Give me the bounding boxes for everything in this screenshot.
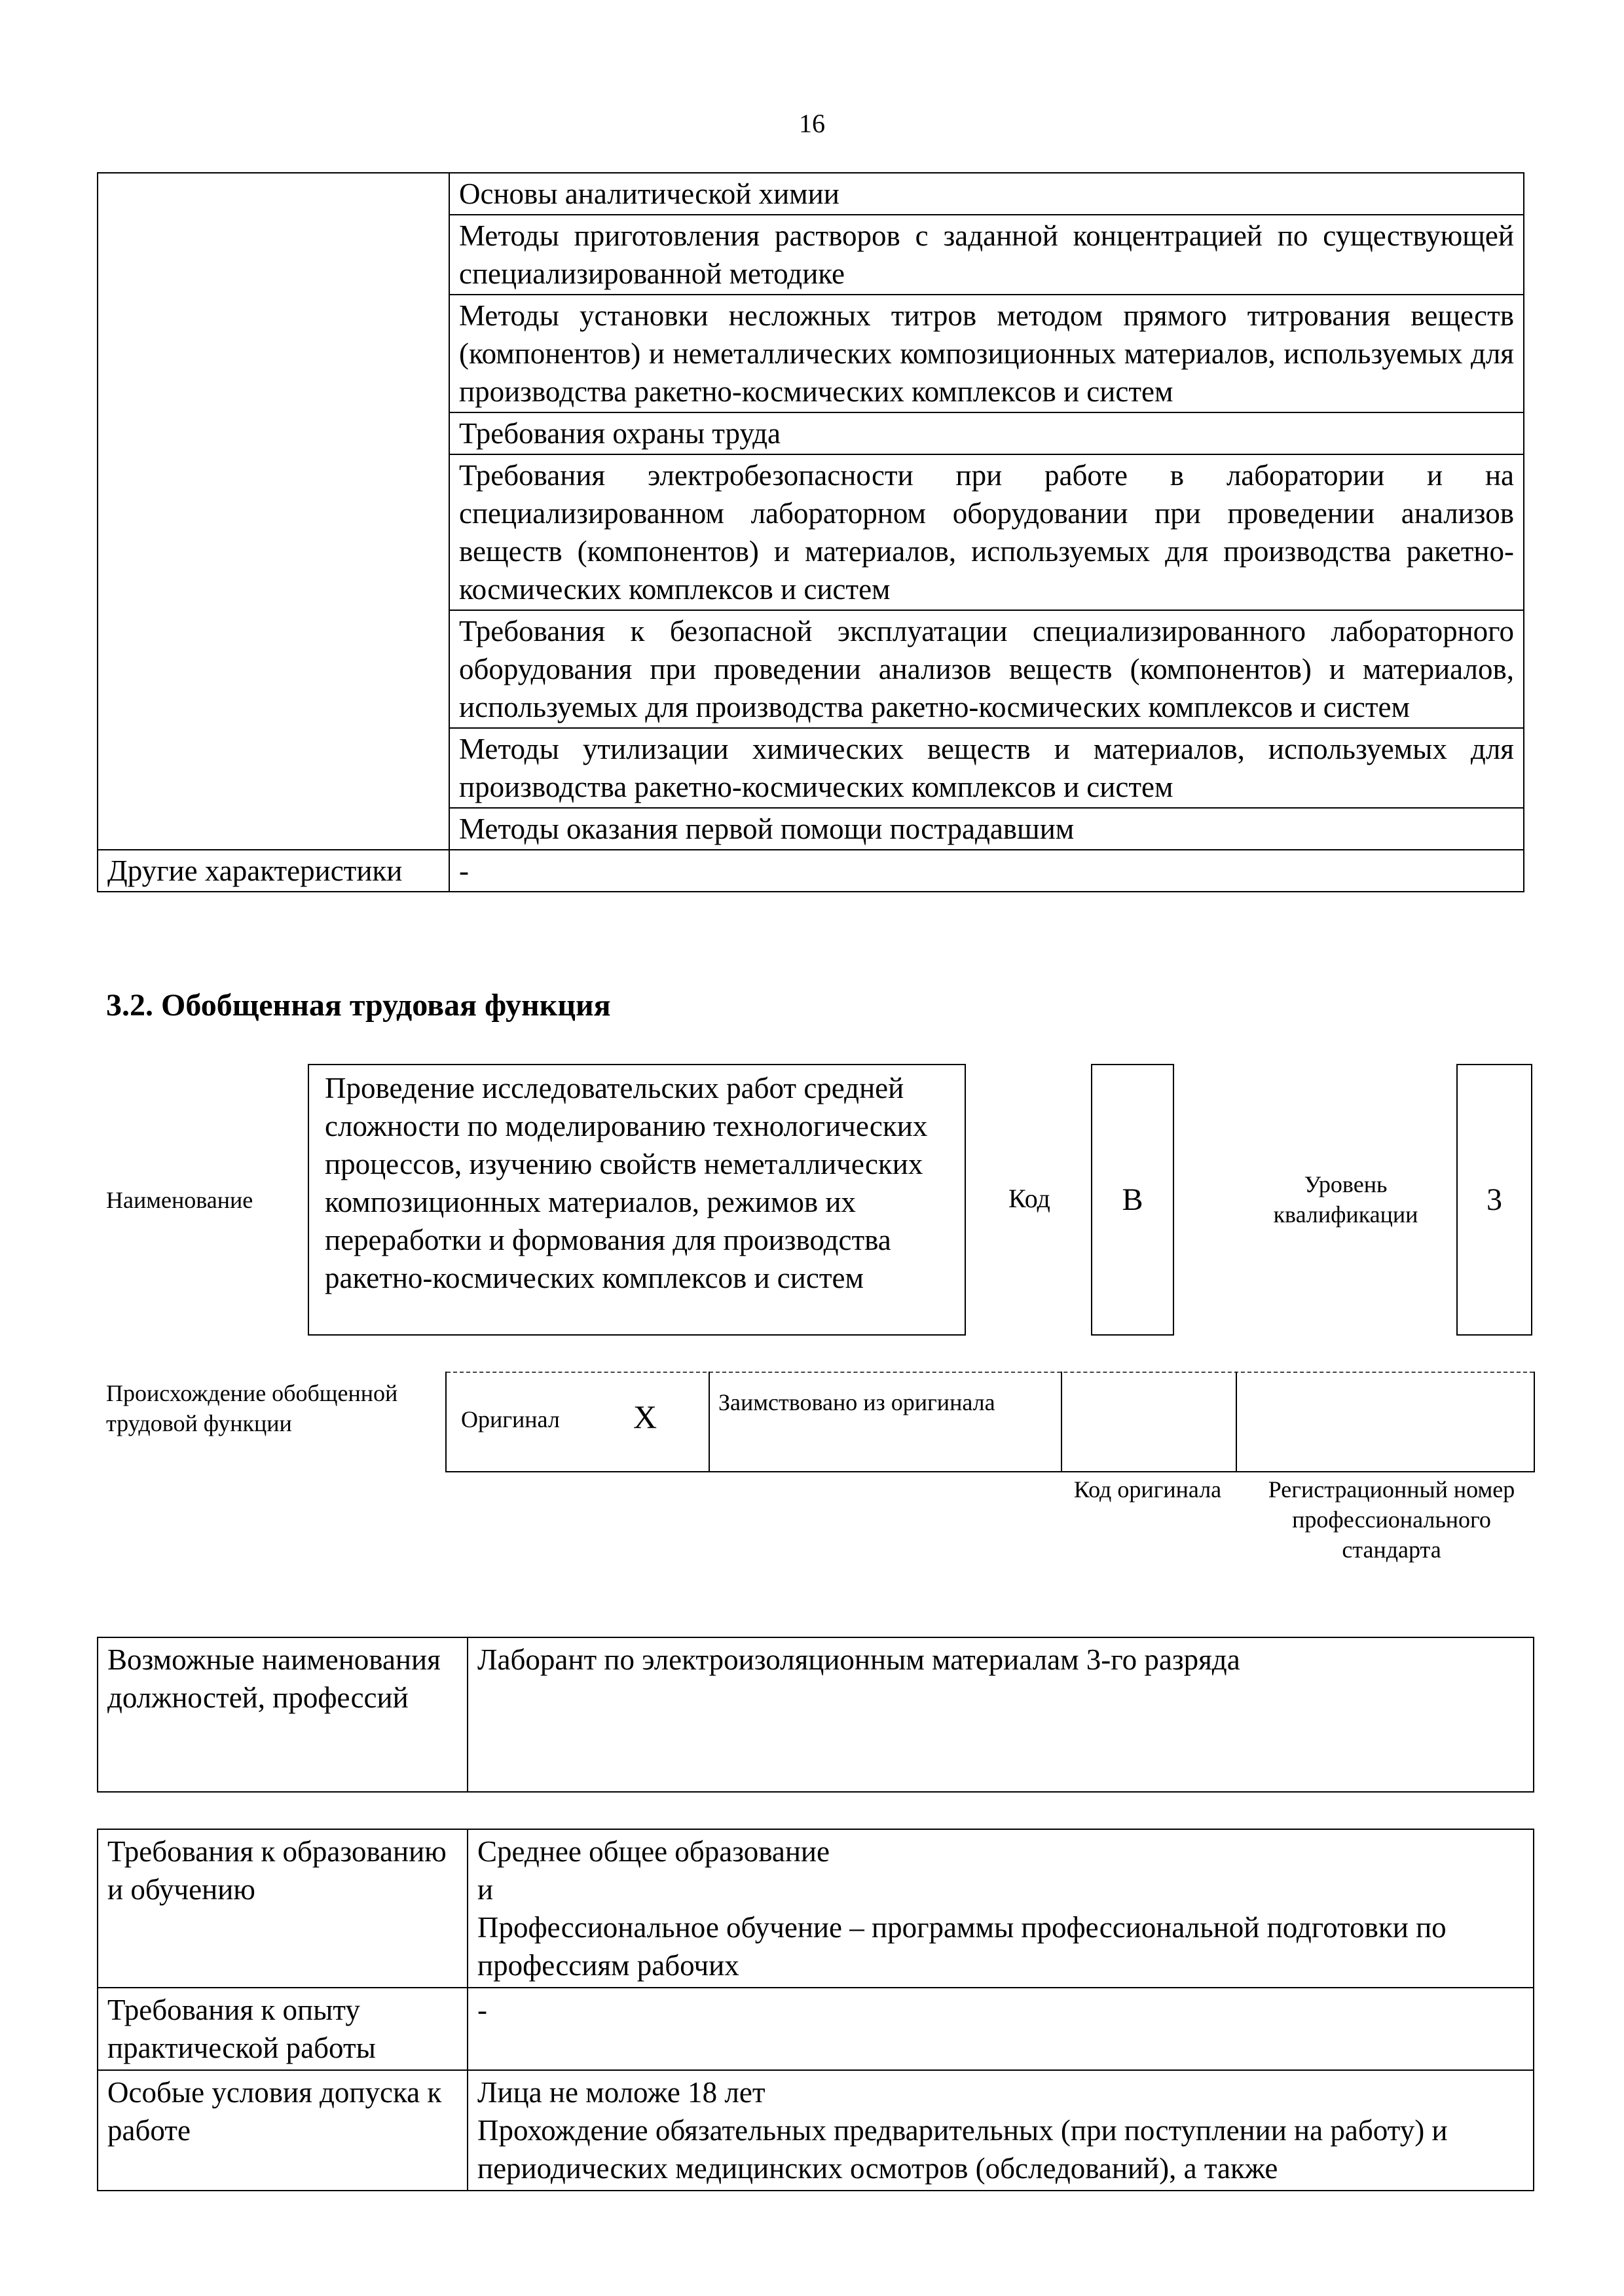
special-conditions-value	[468, 2070, 1534, 2191]
original-label: Оригинал	[461, 1406, 560, 1432]
special-line: Прохождение обязательных предварительных (при поступлении на работу) и периодических медицинских осмотров (обследований), а также	[477, 2114, 1448, 2185]
divider	[1236, 1372, 1237, 1471]
experience-value: -	[468, 1988, 1534, 2070]
origin-row	[445, 1372, 1535, 1472]
knowledge-item: Основы аналитической химии	[449, 173, 1524, 215]
table-row	[98, 1988, 1534, 2070]
divider	[1061, 1372, 1062, 1471]
knowledge-item: Методы приготовления растворов с заданной концентрацией по существующей специализированной методике	[449, 215, 1524, 295]
knowledge-item: Требования электробезопасности при работе в лаборатории и на специализированном лабораторном оборудовании при проведении анализов веществ (компонентов) и материалов, используемых для производства ракетно-космических комплексов и систем	[449, 454, 1524, 610]
divider	[447, 1372, 1534, 1373]
name-label: Наименование	[106, 1187, 253, 1213]
positions-table	[97, 1637, 1534, 1793]
origin-label: Происхождение обобщенной трудовой функции	[106, 1380, 398, 1436]
table-row	[98, 1637, 1534, 1792]
table-row	[98, 2070, 1534, 2191]
other-characteristics-value: -	[449, 850, 1524, 892]
code-label: Код	[1008, 1184, 1050, 1213]
special-conditions-label: Особые условия допуска к работе	[98, 2070, 468, 2191]
knowledge-table	[97, 172, 1524, 892]
divider	[709, 1372, 710, 1471]
education-line: Среднее общее образование	[477, 1835, 830, 1868]
section-title: 3.2. Обобщенная трудовая функция	[106, 988, 611, 1023]
table-row	[98, 173, 1524, 215]
code-value: B	[1091, 1064, 1174, 1336]
education-value	[468, 1829, 1534, 1988]
knowledge-item: Методы утилизации химических веществ и материалов, используемых для производства ракетно-космических комплексов и систем	[449, 728, 1524, 808]
positions-value: Лаборант по электроизоляционным материалам 3-го разряда	[468, 1637, 1534, 1792]
reg-number-label: Регистрационный номер профессионального стандарта	[1268, 1476, 1515, 1563]
education-line: Профессиональное обучение – программы профессиональной подготовки по профессиям рабочих	[477, 1911, 1447, 1982]
knowledge-item: Требования охраны труда	[449, 412, 1524, 454]
borrowed-label: Заимствовано из оригинала	[718, 1389, 995, 1415]
orig-code-label: Код оригинала	[1073, 1476, 1222, 1503]
positions-label: Возможные наименования должностей, профессий	[98, 1637, 468, 1792]
requirements-table	[97, 1829, 1534, 2191]
special-line: Лица не моложе 18 лет	[477, 2076, 766, 2109]
knowledge-item: Методы установки несложных титров методом прямого титрования веществ (компонентов) и неметаллических композиционных материалов, используемых для производства ракетно-космических комплексов и систем	[449, 295, 1524, 412]
other-characteristics-label: Другие характеристики	[98, 850, 449, 892]
experience-label: Требования к опыту практической работы	[98, 1988, 468, 2070]
name-value: Проведение исследовательских работ средней сложности по моделированию технологических процессов, изучению свойств неметаллических композиционных материалов, режимов их переработки и формования для производства ракетно-космических комплексов и систем	[308, 1064, 966, 1336]
education-label: Требования к образованию и обучению	[98, 1829, 468, 1988]
table-row	[98, 1829, 1534, 1988]
empty-cell	[98, 173, 449, 850]
table-row	[98, 850, 1524, 892]
knowledge-item: Требования к безопасной эксплуатации специализированного лабораторного оборудования при проведении анализов веществ (компонентов) и материалов, используемых для производства ракетно-космических комплексов и систем	[449, 610, 1524, 728]
level-value: 3	[1456, 1064, 1532, 1336]
page-number: 16	[799, 109, 825, 138]
original-mark: X	[633, 1398, 657, 1435]
education-line: и	[477, 1873, 494, 1906]
level-label: Уровень квалификации	[1273, 1171, 1418, 1228]
knowledge-item: Методы оказания первой помощи пострадавшим	[449, 808, 1524, 850]
